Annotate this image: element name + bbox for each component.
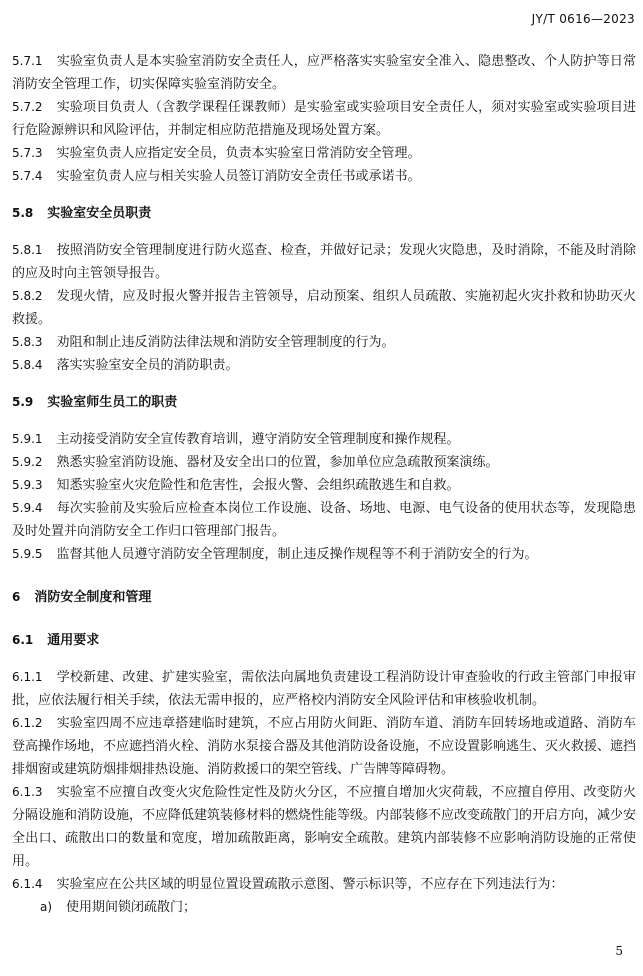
chapter-title: 消防安全制度和管理 [34,590,152,605]
clause-6-1-4 [12,873,636,896]
section-title: 实验室安全员职责 [47,206,152,221]
list-item-a [12,896,636,919]
list-item-text: 使用期间锁闭疏散门； [66,900,197,915]
clause-text: 每次实验前及实验后应检查本岗位工作设施、设备、场地、电源、电气设备的使用状态等，发现隐患及时处置并向消防安全工作归口管理部门报告。 [12,501,636,539]
clause-number: 5.8.4 [12,358,43,372]
clause-5-7-2 [12,96,636,142]
section-heading-5-8 [12,202,636,225]
clause-text: 按照消防安全管理制度进行防火巡查、检查，并做好记录；发现火灾隐患，及时消除，不能及时消除的应及时向主管领导报告。 [12,243,636,281]
clause-6-1-3 [12,781,636,873]
clause-number: 5.7.3 [12,146,43,160]
clause-number: 5.9.1 [12,432,43,446]
clause-text: 实验室负责人是本实验室消防安全责任人，应严格落实实验室安全准入、隐患整改、个人防护等日常消防安全管理工作，切实保障实验室消防安全。 [12,54,636,92]
clause-5-8-3 [12,331,636,354]
clause-text: 实验室负责人应与相关实验人员签订消防安全责任书或承诺书。 [56,169,421,184]
clause-number: 6.1.4 [12,877,43,891]
clause-number: 5.8.1 [12,243,43,257]
clause-number: 5.8.2 [12,289,43,303]
section-title: 实验室师生员工的职责 [47,395,178,410]
section-number: 6.1 [12,633,34,647]
clause-number: 5.9.3 [12,478,43,492]
clause-6-1-2 [12,712,636,781]
clause-text: 学校新建、改建、扩建实验室，需依法向属地负责建设工程消防设计审查验收的行政主管部门申报审批，应依法履行相关手续，依法无需申报的，应严格校内消防安全风险评估和审核验收机制。 [12,670,636,708]
chapter-heading-6 [12,586,636,609]
clause-5-9-2 [12,451,636,474]
section-number: 5.8 [12,206,34,220]
clause-number: 5.9.4 [12,501,43,515]
clause-5-7-1 [12,50,636,96]
clause-text: 监督其他人员遵守消防安全管理制度，制止违反操作规程等不利于消防安全的行为。 [56,547,538,562]
clause-text: 劝阻和制止违反消防法律法规和消防安全管理制度的行为。 [56,335,395,350]
clause-5-9-1 [12,428,636,451]
page-number: 5 [615,944,623,958]
clause-text: 主动接受消防安全宣传教育培训，遵守消防安全管理制度和操作规程。 [56,432,460,447]
clause-text: 实验项目负责人（含教学课程任课教师）是实验室或实验项目安全责任人，须对实验室或实验项目进行危险源辨识和风险评估，并制定相应防范措施及现场处置方案。 [12,100,636,138]
clause-text: 发现火情，应及时报火警并报告主管领导，启动预案、组织人员疏散、实施初起火灾扑救和协助灭火救援。 [12,289,636,327]
clause-text: 实验室负责人应指定安全员，负责本实验室日常消防安全管理。 [56,146,421,161]
section-title: 通用要求 [47,633,100,648]
clause-text: 实验室应在公共区域的明显位置设置疏散示意图、警示标识等，不应存在下列违法行为： [56,877,564,892]
document-body [12,50,636,919]
clause-5-9-3 [12,474,636,497]
clause-number: 5.9.2 [12,455,43,469]
clause-number: 6.1.1 [12,670,43,684]
clause-5-9-5 [12,543,636,566]
clause-6-1-1 [12,666,636,712]
clause-5-8-2 [12,285,636,331]
clause-text: 知悉实验室火灾危险性和危害性，会报火警、会组织疏散逃生和自救。 [56,478,460,493]
clause-5-7-3 [12,142,636,165]
section-heading-5-9 [12,391,636,414]
clause-5-8-4 [12,354,636,377]
clause-number: 5.8.3 [12,335,43,349]
clause-text: 落实实验室安全员的消防职责。 [56,358,239,373]
clause-number: 5.7.1 [12,54,43,68]
clause-text: 实验室不应擅自改变火灾危险性定性及防火分区，不应擅自增加火灾荷载，不应擅自停用、改变防火分隔设施和消防设施，不应降低建筑装修材料的燃烧性能等级。内部装修不应改变疏散门的开启方向，减少安全出口、疏散出口的数量和宽度，增加疏散距离，影响安全疏散。建筑内部装修不应影响消防设施的正常使用。 [12,785,637,869]
clause-number: 5.9.5 [12,547,43,561]
clause-5-7-4 [12,165,636,188]
clause-number: 5.7.4 [12,169,43,183]
clause-text: 熟悉实验室消防设施、器材及安全出口的位置，参加单位应急疏散预案演练。 [56,455,499,470]
clause-number: 6.1.3 [12,785,43,799]
section-heading-6-1 [12,629,636,652]
standard-code: JY/T 0616—2023 [531,12,635,26]
chapter-number: 6 [12,590,21,604]
clause-5-9-4 [12,497,636,543]
clause-number: 5.7.2 [12,100,43,114]
section-number: 5.9 [12,395,34,409]
clause-5-8-1 [12,239,636,285]
clause-number: 6.1.2 [12,716,43,730]
list-marker: a) [40,900,53,914]
clause-text: 实验室四周不应违章搭建临时建筑，不应占用防火间距、消防车道、消防车回转场地或道路、消防车登高操作场地，不应遮挡消火栓、消防水泵接合器及其他消防设备设施，不应设置影响逃生、灭火救援、遮挡排烟窗或建筑防烟排烟排热设施、消防救援口的架空管线、广告牌等障碍物。 [12,716,637,777]
